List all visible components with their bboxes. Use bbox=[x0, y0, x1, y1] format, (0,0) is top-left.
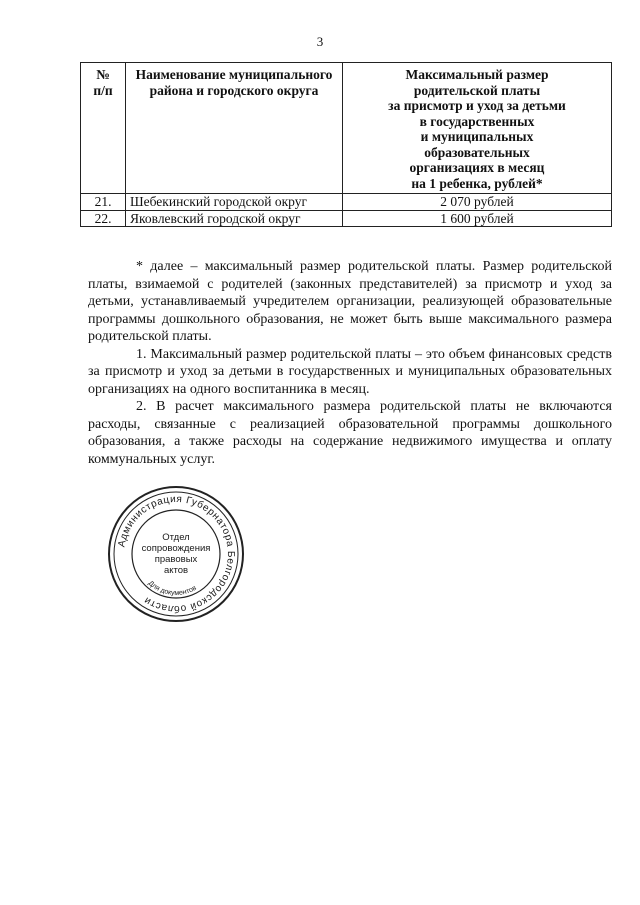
header-max-fee: Максимальный размер родительской платы за присмотр и уход за детьми в государственных и муниципальных образовательных организациях в месяц на 1 ребенка, рублей* bbox=[343, 63, 612, 194]
stamp-bottom-text: Для документов bbox=[146, 579, 198, 597]
row-amount: 2 070 рублей bbox=[343, 194, 612, 211]
parent-fee-table bbox=[80, 62, 612, 227]
footnote-paragraph: * далее – максимальный размер родительской платы. Размер родительской платы, взимаемой с родителей (законных представителей) за присмотр и уход за детьми, устанавливаемый учредителем организации, реализующей образовательные программы дошкольного образования, не может быть выше максимального размера родительской платы. bbox=[88, 259, 612, 344]
header-number: № п/п bbox=[81, 63, 126, 194]
page-number: 3 bbox=[316, 34, 324, 49]
table-row bbox=[81, 194, 612, 211]
row-number: 21. bbox=[81, 194, 126, 211]
stamp-ring-text: Администрация Губернатора Белгородской области bbox=[116, 493, 237, 615]
notes-section bbox=[88, 258, 612, 468]
row-amount: 1 600 рублей bbox=[343, 210, 612, 227]
row-number: 22. bbox=[81, 210, 126, 227]
table-row bbox=[81, 210, 612, 227]
row-district: Яковлевский городской округ bbox=[126, 210, 343, 227]
note-item-2: 2. В расчет максимального размера родительской платы не включаются расходы, связанные с реализацией образовательной программы дошкольного образования, а также расходы на содержание недвижимого имущества и оплату коммунальных услуг. bbox=[88, 399, 612, 467]
header-district-name: Наименование муниципального района и городского округа bbox=[126, 63, 343, 194]
official-stamp bbox=[106, 484, 246, 624]
row-district: Шебекинский городской округ bbox=[126, 194, 343, 211]
stamp-inner-text: Отдел сопровождения правовых актов bbox=[141, 532, 211, 576]
note-item-1: 1. Максимальный размер родительской платы – это объем финансовых средств за присмотр и уход за детьми в государственных и муниципальных образовательных организациях на одного воспитанника в месяц. bbox=[88, 346, 612, 397]
table-header-row bbox=[81, 63, 612, 194]
